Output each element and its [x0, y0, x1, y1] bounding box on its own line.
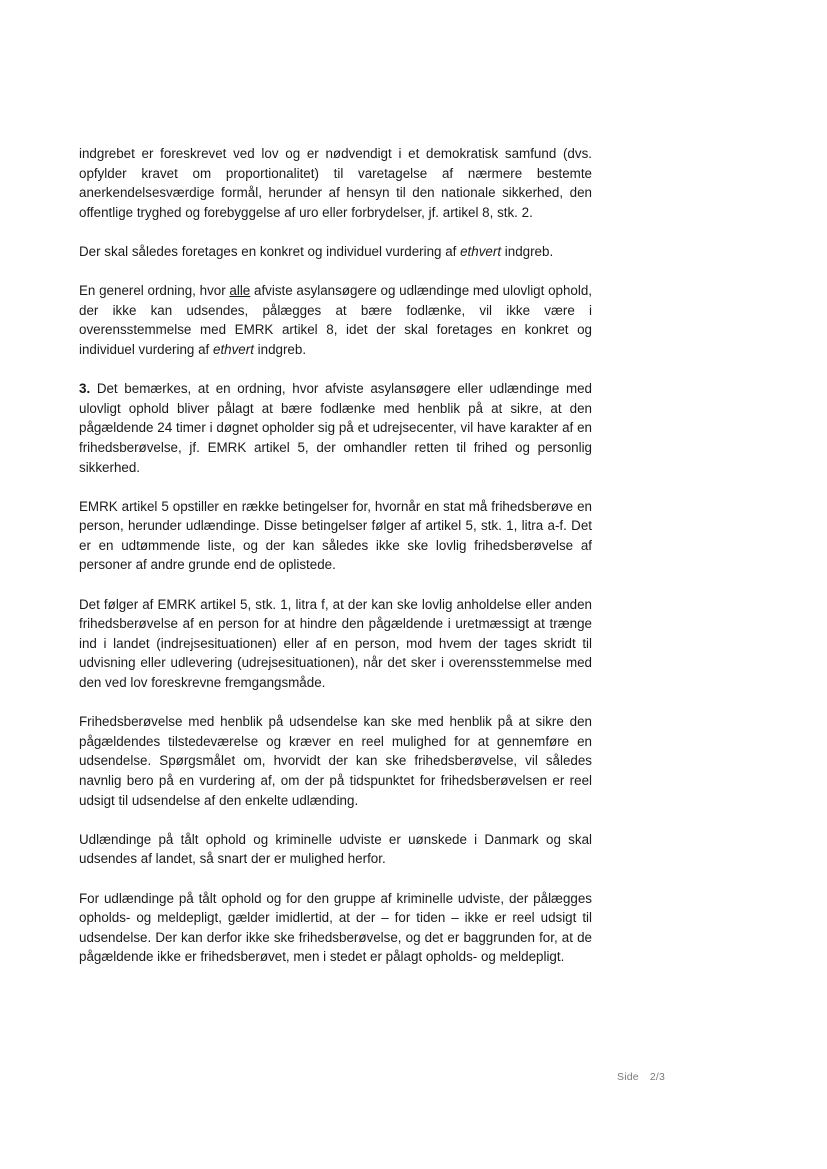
paragraph [79, 281, 592, 359]
paragraph-text: indgreb. [253, 341, 307, 357]
paragraph-text: For udlændinge på tålt ophold og for den gruppe af kriminelle udviste, der pålægges opholds- og meldepligt, gælder imidlertid, at der – for tiden – ikke er reel udsigt til udsendelse. Der kan derfor ikke ske frihedsberøvelse, og det er baggrunden for, at de pågældende ikke er frihedsberøvet, men i stedet er pålagt opholds- og meldepligt. [79, 890, 592, 965]
paragraph [79, 595, 592, 693]
emphasis-text: ethvert [460, 243, 502, 259]
paragraph-text: Der skal således foretages en konkret og individuel vurdering af [79, 243, 461, 259]
paragraph-text: afviste asylansøgere og udlændinge med ulovligt ophold, der ikke kan udsendes, pålægges at bære fodlænke, vil ikke være i overensstemmelse med EMRK artikel 8, idet der skal foretages en konkret og individuel vurdering af [79, 283, 592, 357]
page-number: 2/3 [649, 1071, 666, 1083]
page-label: Side [617, 1071, 639, 1083]
paragraph-text: EMRK artikel 5 opstiller en række betingelser for, hvornår en stat må frihedsberøve en person, herunder udlændinge. Disse betingelser følger af artikel 5, stk. 1, litra a-f. Det er en udtømmende liste, og der kan således ikke ske lovlig frihedsberøvelse af personer af andre grunde end de oplistede. [79, 498, 592, 573]
paragraph [79, 144, 592, 222]
paragraph [79, 889, 592, 967]
section-number: 3. [79, 381, 91, 397]
paragraph-text: Udlændinge på tålt ophold og kriminelle udviste er uønskede i Danmark og skal udsendes af landet, så snart der er mulighed herfor. [79, 831, 592, 867]
paragraph [79, 497, 592, 575]
paragraph [79, 379, 592, 477]
paragraph-text: En generel ordning, hvor [79, 283, 230, 299]
paragraph [79, 830, 592, 869]
paragraph-text: Frihedsberøvelse med henblik på udsendelse kan ske med henblik på at sikre den pågældendes tilstedeværelse og kræver en reel mulighed for at gennemføre en udsendelse. Spørgsmålet om, hvorvidt der kan ske frihedsberøvelse, vil således navnlig bero på en vurdering af, om der på tidspunktet for frihedsberøvelsen er reel udsigt til udsendelse af den enkelte udlænding. [79, 714, 592, 808]
underlined-text: alle [229, 283, 251, 299]
paragraph [79, 712, 592, 810]
paragraph-text: indgrebet er foreskrevet ved lov og er nødvendigt i et demokratisk samfund (dvs. opfylder kravet om proportionalitet) til varetagelse af nærmere bestemte anerkendelsesværdige formål, herunder af hensyn til den nationale sikkerhed, den offentlige tryghed og forebyggelse af uro eller forbrydelser, jf. artikel 8, stk. 2. [79, 146, 592, 220]
paragraph [79, 242, 592, 262]
emphasis-text: ethvert [213, 341, 254, 357]
document-body [79, 144, 592, 987]
paragraph-text: Det følger af EMRK artikel 5, stk. 1, litra f, at der kan ske lovlig anholdelse eller anden frihedsberøvelse af en person for at hindre den pågældende i uretmæssigt at trænge ind i landet (indrejsesituationen) eller af en person, mod hvem der tages skridt til udvisning eller udlevering (udrejsesituationen), når det sker i overensstemmelse med den ved lov foreskrevne fremgangsmåde. [79, 596, 592, 691]
paragraph-text: Det bemærkes, at en ordning, hvor afviste asylansøgere eller udlændinge med ulovligt ophold bliver pålagt at bære fodlænke med henblik på at sikre, at den pågældende 24 timer i døgnet opholder sig på et udrejsecenter, vil have karakter af en frihedsberøvelse, jf. EMRK artikel 5, der omhandler retten til frihed og personlig sikkerhed. [79, 381, 592, 475]
paragraph-text: indgreb. [501, 243, 554, 259]
page-footer [617, 1071, 665, 1083]
